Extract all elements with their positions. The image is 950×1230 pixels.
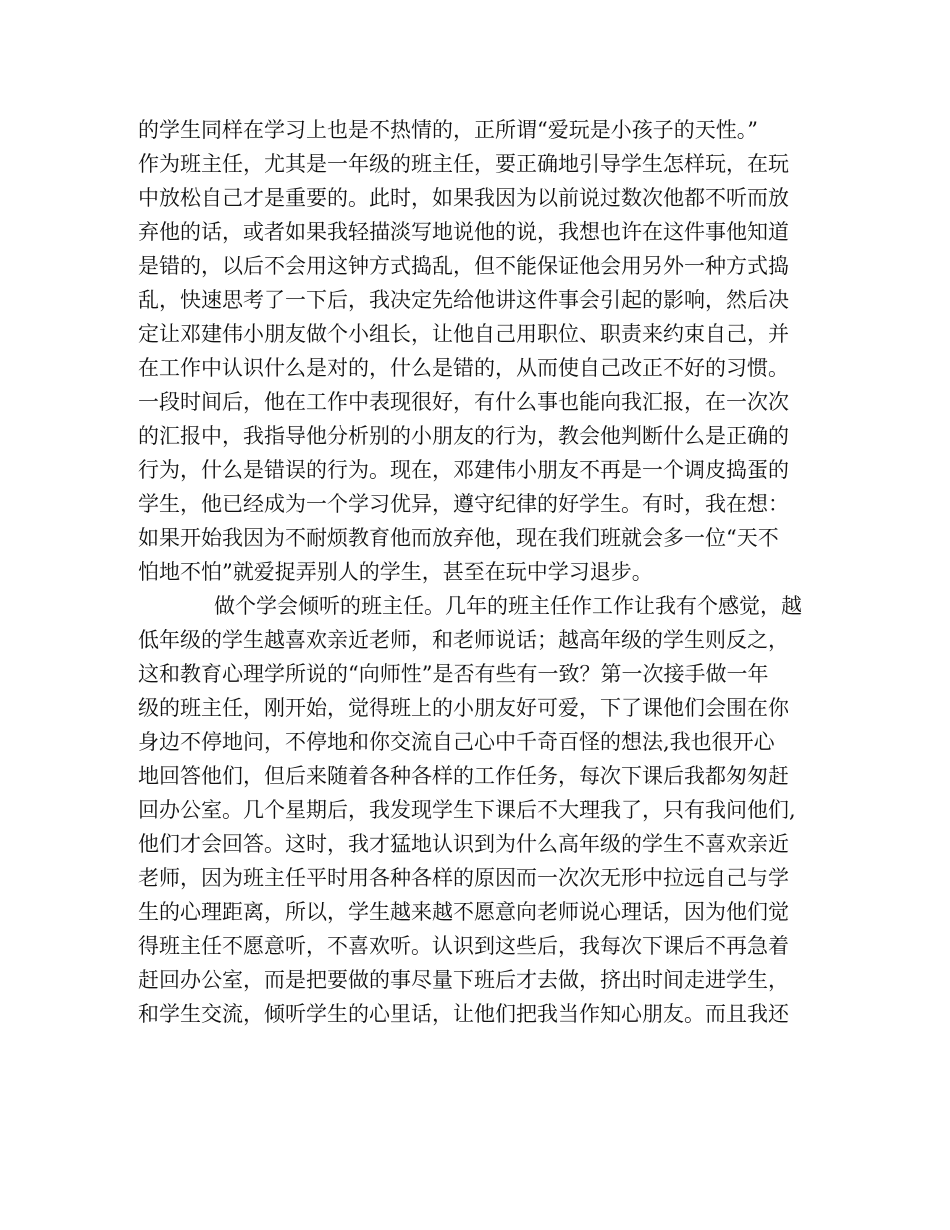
text-line: 地回答他们，但后来随着各种各样的工作任务，每次下课后我都匆匆赶	[138, 764, 789, 788]
text-line: 中放松自己才是重要的。此时，如果我因为以前说过数次他都不听而放	[138, 186, 789, 210]
text-line: 和学生交流，倾听学生的心里话，让他们把我当作知心朋友。而且我还	[138, 1002, 789, 1026]
text-line: 作为班主任，尤其是一年级的班主任，要正确地引导学生怎样玩，在玩	[138, 152, 789, 176]
text-line: 级的班主任，刚开始，觉得班上的小朋友好可爱，下了课他们会围在你	[138, 696, 789, 720]
text-line: 回办公室。几个星期后，我发现学生下课后不大理我了，只有我问他们,	[138, 798, 796, 822]
text-line: 定让邓建伟小朋友做个小组长，让他自己用职位、职责来约束自己，并	[138, 322, 789, 346]
text-line: 得班主任不愿意听，不喜欢听。认识到这些后，我每次下课后不再急着	[138, 934, 789, 958]
text-line: 是错的，以后不会用这钟方式捣乱，但不能保证他会用另外一种方式捣	[138, 254, 789, 278]
text-line: 这和教育心理学所说的“向师性”是否有些有一致？第一次接手做一年	[138, 662, 769, 686]
text-line: 一段时间后，他在工作中表现很好，有什么事也能向我汇报，在一次次	[138, 390, 789, 414]
text-line: 学生，他已经成为一个学习优异，遵守纪律的好学生。有时，我在想：	[138, 492, 789, 516]
text-line: 他们才会回答。这时，我才猛地认识到为什么高年级的学生不喜欢亲近	[138, 832, 789, 856]
text-line: 生的心理距离，所以，学生越来越不愿意向老师说心理话，因为他们觉	[138, 900, 789, 924]
text-line: 怕地不怕”就爱捉弄别人的学生，甚至在玩中学习退步。	[138, 560, 653, 584]
text-line: 低年级的学生越喜欢亲近老师，和老师说话；越高年级的学生则反之，	[138, 628, 789, 652]
text-line: 乱，快速思考了一下后，我决定先给他讲这件事会引起的影响，然后决	[138, 288, 789, 312]
text-line: 的汇报中，我指导他分析别的小朋友的行为，教会他判断什么是正确的	[138, 424, 789, 448]
text-line: 在工作中认识什么是对的，什么是错的，从而使自己改正不好的习惯。	[138, 356, 789, 380]
paragraph-first-line: 做个学会倾听的班主任。几年的班主任作工作让我有个感觉，越	[214, 594, 802, 618]
text-line: 赶回办公室，而是把要做的事尽量下班后才去做，挤出时间走进学生，	[138, 968, 789, 992]
text-line: 弃他的话，或者如果我轻描淡写地说他的说，我想也许在这件事他知道	[138, 220, 789, 244]
text-line: 的学生同样在学习上也是不热情的，正所谓“爱玩是小孩子的天性。”	[138, 118, 758, 142]
text-line: 如果开始我因为不耐烦教育他而放弃他，现在我们班就会多一位“天不	[138, 526, 779, 550]
text-line: 身边不停地问，不停地和你交流自己心中千奇百怪的想法,我也很开心	[138, 730, 775, 754]
text-line: 行为，什么是错误的行为。现在，邓建伟小朋友不再是一个调皮捣蛋的	[138, 458, 789, 482]
text-line: 老师，因为班主任平时用各种各样的原因而一次次无形中拉远自己与学	[138, 866, 789, 890]
